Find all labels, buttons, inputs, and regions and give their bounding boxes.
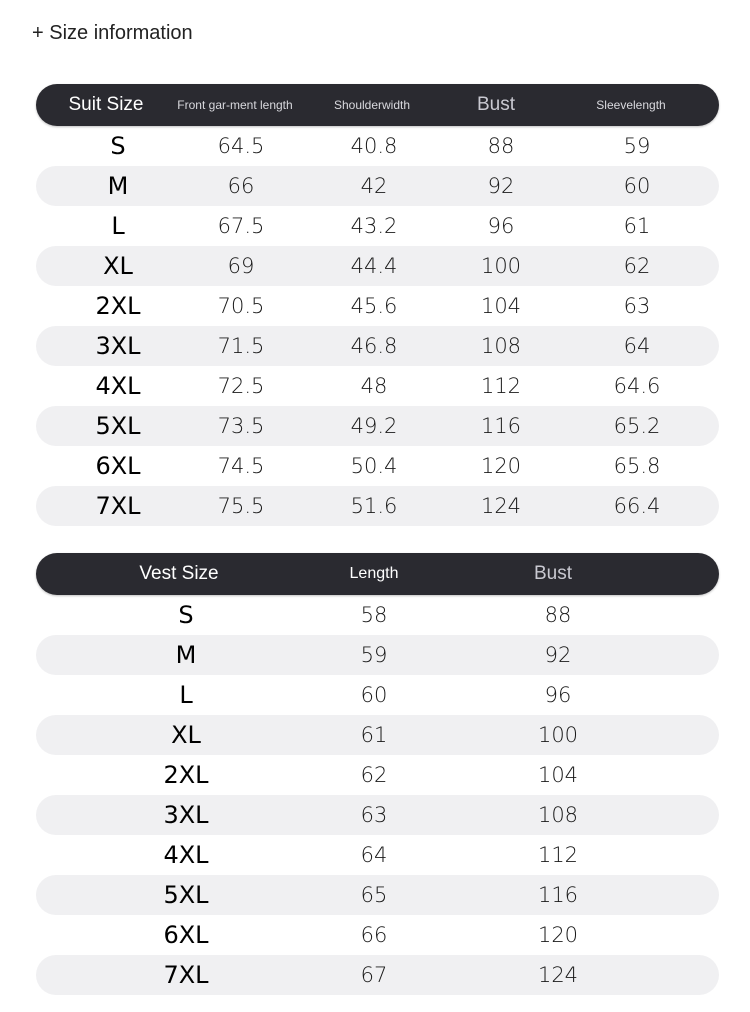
- shoulder-width-cell: 51.6: [350, 494, 398, 518]
- table-row: [36, 126, 719, 166]
- front-length-cell: 75.5: [217, 494, 265, 518]
- sleeve-length-header-line1: Sleeve: [596, 98, 633, 112]
- length-cell: 64: [360, 843, 388, 867]
- table-row: [36, 406, 719, 446]
- sleeve-length-cell: 64: [623, 334, 651, 358]
- table-row: [36, 595, 719, 635]
- size-cell: 7XL: [95, 492, 141, 520]
- vest-size-header: Vest Size: [139, 563, 219, 584]
- size-cell: 6XL: [163, 921, 209, 949]
- bust-cell: 100: [537, 723, 579, 747]
- size-cell: 2XL: [95, 292, 141, 320]
- length-cell: 59: [360, 643, 388, 667]
- bust-cell: 92: [544, 643, 572, 667]
- bust-cell: 104: [480, 294, 522, 318]
- table-row: [36, 486, 719, 526]
- vest-size-table: [36, 553, 719, 995]
- size-cell: M: [175, 641, 197, 669]
- suit-table-body: [36, 126, 719, 526]
- table-row: [36, 835, 719, 875]
- size-cell: 4XL: [95, 372, 141, 400]
- bust-cell: 116: [480, 414, 522, 438]
- vest-table-header: [36, 553, 719, 595]
- size-cell: 3XL: [95, 332, 141, 360]
- bust-cell: 88: [487, 134, 515, 158]
- suit-table-header: [36, 84, 719, 126]
- sleeve-length-cell: 65.8: [613, 454, 661, 478]
- table-row: [36, 715, 719, 755]
- bust-cell: 96: [487, 214, 515, 238]
- table-row: [36, 206, 719, 246]
- size-cell: 3XL: [163, 801, 209, 829]
- size-cell: 7XL: [163, 961, 209, 989]
- table-row: [36, 915, 719, 955]
- sleeve-length-header: [596, 84, 665, 126]
- size-cell: XL: [103, 252, 133, 280]
- front-length-cell: 67.5: [217, 214, 265, 238]
- length-cell: 66: [360, 923, 388, 947]
- shoulder-width-cell: 46.8: [350, 334, 398, 358]
- size-cell: 5XL: [163, 881, 209, 909]
- length-cell: 58: [360, 603, 388, 627]
- front-length-header-line1: Front gar-: [177, 98, 230, 112]
- sleeve-length-header-line2: length: [633, 98, 666, 112]
- front-length-cell: 73.5: [217, 414, 265, 438]
- suit-bust-header: Bust: [476, 94, 516, 115]
- size-cell: 6XL: [95, 452, 141, 480]
- table-row: [36, 675, 719, 715]
- size-cell: L: [111, 212, 125, 240]
- shoulder-width-cell: 48: [360, 374, 388, 398]
- table-row: [36, 955, 719, 995]
- sleeve-length-cell: 61: [623, 214, 651, 238]
- front-length-header: [177, 84, 292, 126]
- bust-cell: 104: [537, 763, 579, 787]
- bust-cell: 112: [480, 374, 522, 398]
- length-cell: 61: [360, 723, 388, 747]
- shoulder-width-cell: 42: [360, 174, 388, 198]
- vest-bust-header: Bust: [533, 563, 573, 584]
- size-cell: 4XL: [163, 841, 209, 869]
- size-cell: L: [179, 681, 193, 709]
- front-length-header-line2: ment length: [229, 98, 293, 112]
- shoulder-width-header-line2: width: [382, 98, 411, 112]
- bust-cell: 116: [537, 883, 579, 907]
- shoulder-width-cell: 50.4: [350, 454, 398, 478]
- length-cell: 65: [360, 883, 388, 907]
- front-length-cell: 71.5: [217, 334, 265, 358]
- table-row: [36, 326, 719, 366]
- bust-cell: 88: [544, 603, 572, 627]
- table-row: [36, 755, 719, 795]
- vest-table-body: [36, 595, 719, 995]
- table-row: [36, 366, 719, 406]
- size-cell: S: [110, 132, 126, 160]
- bust-cell: 120: [537, 923, 579, 947]
- size-cell: 2XL: [163, 761, 209, 789]
- table-row: [36, 246, 719, 286]
- size-cell: S: [178, 601, 194, 629]
- table-row: [36, 446, 719, 486]
- front-length-cell: 64.5: [217, 134, 265, 158]
- sleeve-length-cell: 62: [623, 254, 651, 278]
- sleeve-length-cell: 64.6: [613, 374, 661, 398]
- table-row: [36, 286, 719, 326]
- bust-cell: 112: [537, 843, 579, 867]
- vest-length-header: Length: [349, 565, 399, 582]
- suit-size-header: Suit Size: [68, 94, 144, 115]
- table-row: [36, 166, 719, 206]
- table-row: [36, 635, 719, 675]
- table-row: [36, 875, 719, 915]
- sleeve-length-cell: 66.4: [613, 494, 661, 518]
- front-length-cell: 74.5: [217, 454, 265, 478]
- size-cell: M: [107, 172, 129, 200]
- shoulder-width-cell: 43.2: [350, 214, 398, 238]
- shoulder-width-header-line1: Shoulder: [333, 98, 383, 112]
- length-cell: 67: [360, 963, 388, 987]
- front-length-cell: 66: [227, 174, 255, 198]
- bust-cell: 100: [480, 254, 522, 278]
- front-length-cell: 70.5: [217, 294, 265, 318]
- bust-cell: 124: [480, 494, 522, 518]
- bust-cell: 108: [480, 334, 522, 358]
- shoulder-width-header: [334, 84, 410, 126]
- shoulder-width-cell: 49.2: [350, 414, 398, 438]
- suit-size-table: [36, 84, 719, 526]
- length-cell: 63: [360, 803, 388, 827]
- table-row: [36, 795, 719, 835]
- bust-cell: 108: [537, 803, 579, 827]
- size-cell: 5XL: [95, 412, 141, 440]
- shoulder-width-cell: 40.8: [350, 134, 398, 158]
- sleeve-length-cell: 60: [623, 174, 651, 198]
- sleeve-length-cell: 65.2: [613, 414, 661, 438]
- shoulder-width-cell: 45.6: [350, 294, 398, 318]
- length-cell: 62: [360, 763, 388, 787]
- bust-cell: 92: [487, 174, 515, 198]
- front-length-cell: 72.5: [217, 374, 265, 398]
- front-length-cell: 69: [227, 254, 255, 278]
- sleeve-length-cell: 63: [623, 294, 651, 318]
- bust-cell: 124: [537, 963, 579, 987]
- shoulder-width-cell: 44.4: [350, 254, 398, 278]
- bust-cell: 96: [544, 683, 572, 707]
- sleeve-length-cell: 59: [623, 134, 651, 158]
- size-cell: XL: [171, 721, 201, 749]
- length-cell: 60: [360, 683, 388, 707]
- bust-cell: 120: [480, 454, 522, 478]
- size-information-heading: + Size information: [32, 22, 193, 44]
